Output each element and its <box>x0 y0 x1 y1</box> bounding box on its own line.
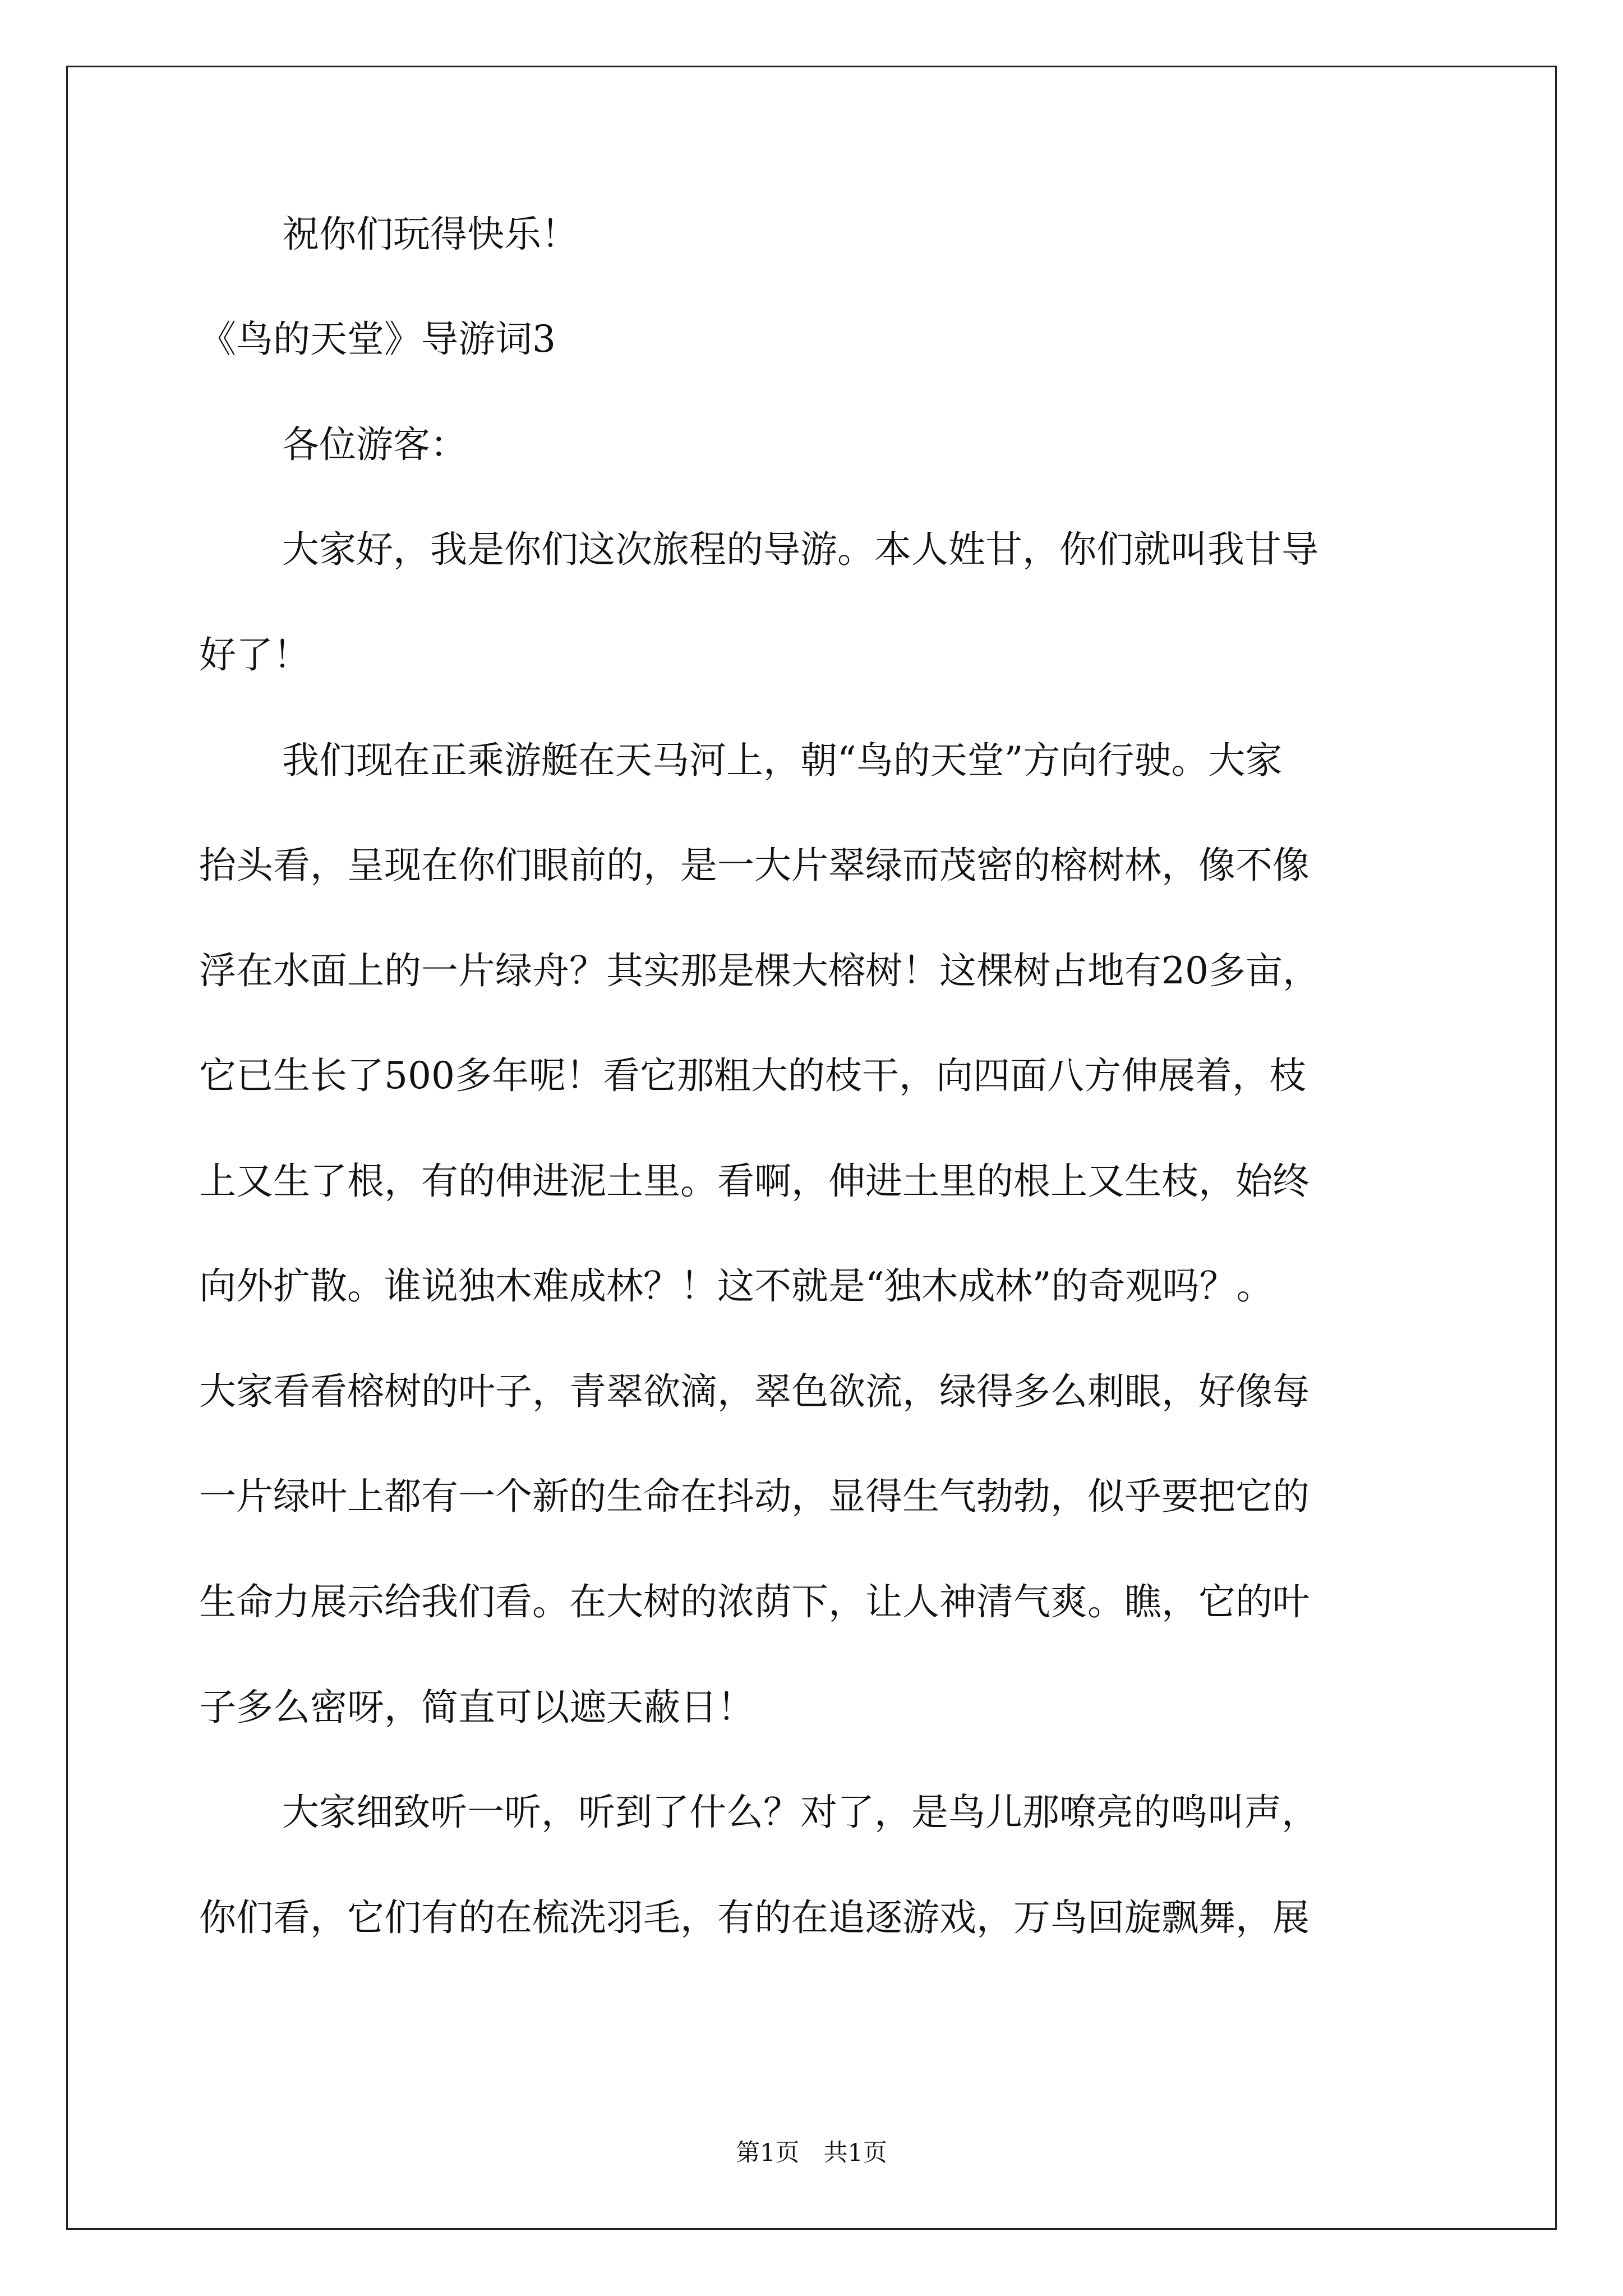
paragraph-banyan-line-5: 上又生了根，有的伸进泥土里。看啊，伸进土里的根上又生枝，始终 <box>199 1159 1310 1203</box>
paragraph-birds-line-1: 大家细致听一听，听到了什么？对了，是鸟儿那嘹亮的鸣叫声， <box>282 1791 1318 1834</box>
paragraph-banyan-line-4: 它已生长了500多年呢！看它那粗大的枝干，向四面八方伸展着，枝 <box>199 1054 1306 1097</box>
paragraph-banyan-line-3: 浮在水面上的一片绿舟？其实那是棵大榕树！这棵树占地有20多亩， <box>199 949 1320 992</box>
paragraph-banyan-line-6: 向外扩散。谁说独木难成林？！这不就是“独木成林”的奇观吗？。 <box>199 1264 1274 1308</box>
paragraph-banyan-line-8: 一片绿叶上都有一个新的生命在抖动，显得生气勃勃，似乎要把它的 <box>199 1475 1310 1518</box>
paragraph-banyan-line-7: 大家看看榕树的叶子，青翠欲滴，翠色欲流，绿得多么刺眼，好像每 <box>199 1370 1310 1413</box>
paragraph-intro-line-2: 好了！ <box>199 633 310 677</box>
paragraph-closing-wish: 祝你们玩得快乐！ <box>282 213 578 256</box>
paragraph-birds-line-2: 你们看，它们有的在梳洗羽毛，有的在追逐游戏，万鸟回旋飘舞，展 <box>199 1896 1310 1939</box>
page-number-footer: 第1页 共1页 <box>736 2139 887 2167</box>
paragraph-banyan-line-10: 子多么密呀，简直可以遮天蔽日！ <box>199 1686 754 1729</box>
paragraph-banyan-line-9: 生命力展示给我们看。在大树的浓荫下，让人神清气爽。瞧，它的叶 <box>199 1580 1310 1623</box>
section-heading: 《鸟的天堂》导游词3 <box>199 318 556 361</box>
paragraph-banyan-line-1: 我们现在正乘游艇在天马河上，朝“鸟的天堂”方向行驶。大家 <box>282 739 1283 782</box>
paragraph-greeting: 各位游客： <box>282 423 467 466</box>
paragraph-banyan-line-2: 抬头看，呈现在你们眼前的，是一大片翠绿而茂密的榕树林，像不像 <box>199 844 1310 887</box>
paragraph-intro-line-1: 大家好，我是你们这次旅程的导游。本人姓甘，你们就叫我甘导 <box>282 528 1318 571</box>
